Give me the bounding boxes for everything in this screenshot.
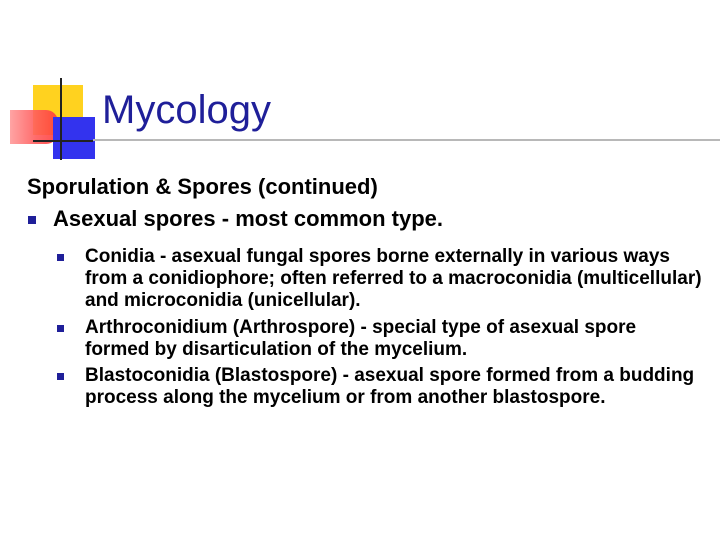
decorative-logo — [0, 0, 110, 170]
title-divider — [93, 139, 720, 141]
square-bullet-icon — [57, 254, 64, 261]
red-bar — [10, 110, 58, 144]
main-bullet-text: Asexual spores - most common type. — [53, 206, 443, 231]
horizontal-line — [33, 140, 93, 142]
sub-bullet-text: Blastoconidia (Blastospore) - asexual spore formed from a budding process along the mycelium or from another blastospore. — [85, 365, 695, 409]
slide-title: Mycology — [102, 88, 271, 132]
sub-bullet-text: Arthroconidium (Arthrospore) - special type of asexual spore formed by disarticulation of the mycelium. — [85, 316, 637, 360]
square-bullet-icon — [57, 373, 64, 380]
sub-bullet-text: Conidia - asexual fungal spores borne externally in various ways from a conidiophore; often referred to a macroconidia (multicellular) and microconidia (unicellular). — [85, 246, 702, 312]
vertical-line — [60, 78, 62, 160]
list-item — [85, 317, 705, 361]
list-item — [85, 365, 705, 409]
list-item — [85, 246, 705, 313]
section-heading: Sporulation & Spores (continued) — [27, 174, 378, 199]
square-bullet-icon — [57, 325, 64, 332]
square-bullet-icon — [28, 216, 36, 224]
sub-bullet-list — [85, 246, 705, 413]
